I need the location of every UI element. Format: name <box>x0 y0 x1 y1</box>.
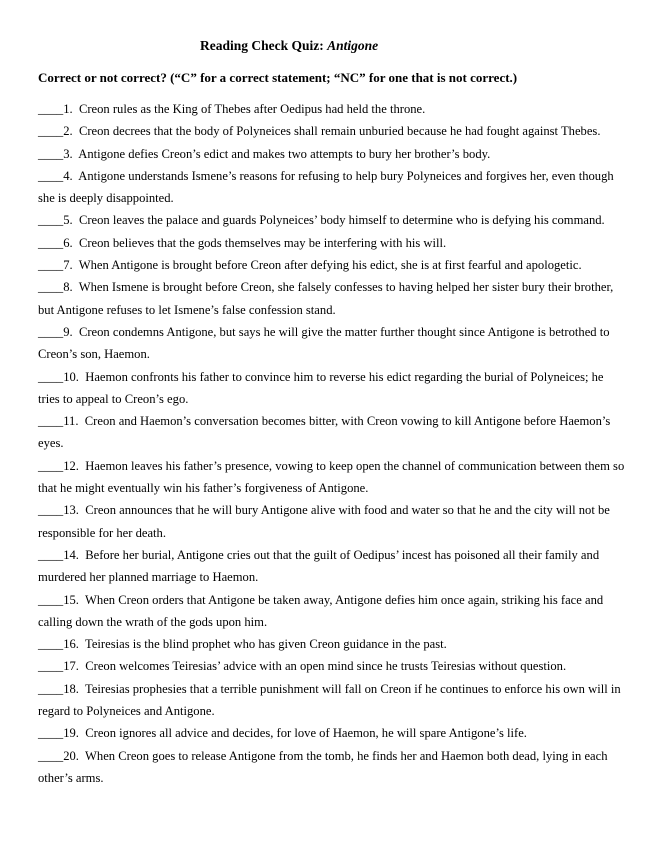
question-number: 14. <box>63 547 79 562</box>
quiz-question <box>38 678 628 723</box>
question-text: Creon ignores all advice and decides, for love of Haemon, he will spare Antigone’s life. <box>85 726 527 741</box>
quiz-question <box>38 321 628 366</box>
question-text: Antigone defies Creon’s edict and makes two attempts to bury her brother’s body. <box>78 146 491 161</box>
quiz-question <box>38 276 628 321</box>
answer-blank[interactable]: ____ <box>38 592 64 607</box>
quiz-question <box>38 544 628 589</box>
question-number: 12. <box>63 458 79 473</box>
quiz-question <box>38 655 628 677</box>
answer-blank[interactable]: ____ <box>38 637 64 652</box>
quiz-question <box>38 745 628 790</box>
question-number: 6. <box>63 235 73 250</box>
question-text: Creon leaves the palace and guards Polyneices’ body himself to determine who is defying his command. <box>78 213 605 228</box>
question-number: 9. <box>63 324 73 339</box>
question-text: Haemon leaves his father’s presence, vowing to keep open the channel of communication between them so that he might eventually win his father’s forgiveness of Antigone. <box>38 458 625 496</box>
question-text: Teiresias is the blind prophet who has given Creon guidance in the past. <box>85 637 447 652</box>
quiz-question <box>38 209 628 231</box>
answer-blank[interactable]: ____ <box>38 547 64 562</box>
question-number: 10. <box>63 369 79 384</box>
question-text: Creon decrees that the body of Polyneices shall remain unburied because he had fought against Thebes. <box>78 124 601 139</box>
question-number: 7. <box>63 258 73 273</box>
answer-blank[interactable]: ____ <box>38 414 64 429</box>
question-text: When Creon orders that Antigone be taken away, Antigone defies him once again, striking his face and calling down the wrath of the gods upon him. <box>38 592 604 629</box>
answer-blank[interactable]: ____ <box>38 124 64 139</box>
question-text: Haemon confronts his father to convince him to reverse his edict regarding the burial of Polyneices; he tries to appeal to Creon’s ego. <box>38 369 604 406</box>
instructions: Correct or not correct? (“C” for a correct statement; “NC” for one that is not correct.) <box>38 70 518 85</box>
quiz-question <box>38 120 628 142</box>
question-number: 15. <box>63 592 79 607</box>
answer-blank[interactable]: ____ <box>38 748 64 763</box>
question-number: 8. <box>63 280 73 295</box>
quiz-question <box>38 254 628 276</box>
question-number: 2. <box>63 124 73 139</box>
question-text: Creon announces that he will bury Antigone alive with food and water so that he and the city will not be responsible for her death. <box>38 503 610 540</box>
answer-blank[interactable]: ____ <box>38 369 64 384</box>
quiz-question <box>38 410 628 455</box>
quiz-question <box>38 722 628 744</box>
answer-blank[interactable]: ____ <box>38 659 64 674</box>
question-number: 4. <box>63 168 73 183</box>
answer-blank[interactable]: ____ <box>38 102 64 116</box>
quiz-question <box>38 499 628 544</box>
question-number: 1. <box>63 102 73 116</box>
quiz-question <box>38 633 628 655</box>
answer-blank[interactable]: ____ <box>38 726 64 741</box>
quiz-question <box>38 165 628 210</box>
title-work: Antigone <box>327 38 379 53</box>
question-text: Creon and Haemon’s conversation becomes bitter, with Creon vowing to kill Antigone before Haemon’s eyes. <box>38 414 611 451</box>
answer-blank[interactable]: ____ <box>38 503 64 518</box>
question-number: 18. <box>63 681 79 696</box>
question-number: 19. <box>63 726 79 741</box>
quiz-question <box>38 232 628 254</box>
question-number: 16. <box>63 637 79 652</box>
question-text: Before her burial, Antigone cries out that the guilt of Oedipus’ incest has poisoned all their family and murdered her planned marriage to Haemon. <box>38 547 600 585</box>
quiz-question <box>38 143 628 165</box>
quiz-question <box>38 366 628 411</box>
question-number: 13. <box>63 503 79 518</box>
page-title <box>200 38 378 54</box>
answer-blank[interactable]: ____ <box>38 213 64 228</box>
question-number: 20. <box>63 748 79 763</box>
quiz-question <box>38 589 628 634</box>
answer-blank[interactable]: ____ <box>38 458 64 473</box>
question-text: Teiresias prophesies that a terrible punishment will fall on Creon if he continues to enforce his own will in regard to Polyneices and Antigone. <box>38 681 621 719</box>
question-text: When Creon goes to release Antigone from the tomb, he finds her and Haemon both dead, lying in each other’s arms. <box>38 748 608 785</box>
answer-blank[interactable]: ____ <box>38 146 64 161</box>
question-number: 3. <box>63 146 73 161</box>
question-text: When Ismene is brought before Creon, she falsely confesses to having helped her sister bury their brother, but Antigone refuses to let Ismene’s false confession stand. <box>38 280 614 317</box>
question-text: Creon believes that the gods themselves may be interfering with his will. <box>78 235 447 250</box>
answer-blank[interactable]: ____ <box>38 235 64 250</box>
question-number: 17. <box>63 659 79 674</box>
question-text: Creon welcomes Teiresias’ advice with an open mind since he trusts Teiresias without question. <box>85 659 567 674</box>
question-text: When Antigone is brought before Creon after defying his edict, she is at first fearful and apologetic. <box>78 258 582 273</box>
question-list <box>38 98 628 789</box>
question-number: 5. <box>63 213 73 228</box>
answer-blank[interactable]: ____ <box>38 324 64 339</box>
question-number: 11. <box>63 414 79 429</box>
quiz-question <box>38 98 628 120</box>
answer-blank[interactable]: ____ <box>38 681 64 696</box>
quiz-question <box>38 455 628 500</box>
question-text: Antigone understands Ismene’s reasons for refusing to help bury Polyneices and forgives her, even though she is deeply disappointed. <box>38 168 614 206</box>
question-text: Creon rules as the King of Thebes after Oedipus had held the throne. <box>78 102 426 116</box>
answer-blank[interactable]: ____ <box>38 258 64 273</box>
answer-blank[interactable]: ____ <box>38 168 64 183</box>
question-text: Creon condemns Antigone, but says he will give the matter further thought since Antigone is betrothed to Creon’s son, Haemon. <box>38 324 610 362</box>
title-prefix: Reading Check Quiz: <box>200 38 328 53</box>
answer-blank[interactable]: ____ <box>38 280 64 295</box>
